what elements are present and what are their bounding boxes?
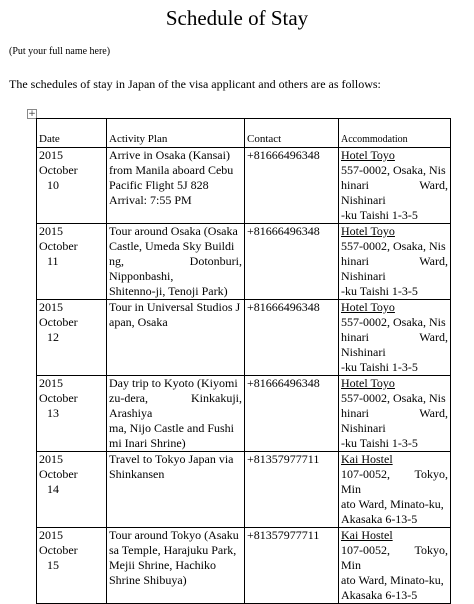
activity-line: Arrive in Osaka (Kansai) — [109, 148, 230, 162]
accommodation-address-line: -ku Taishi 1-3-5 — [341, 208, 418, 222]
page-title: Schedule of Stay — [165, 6, 309, 30]
date-day: 13 — [47, 406, 59, 420]
activity-cell — [107, 148, 245, 224]
accommodation-address-line: 107-0052, Tokyo, Min — [341, 543, 448, 572]
date-day: 15 — [47, 558, 59, 572]
accommodation-address-line: -ku Taishi 1-3-5 — [341, 284, 418, 298]
accommodation-address-line: hinari Ward, Nishinari — [341, 330, 448, 359]
activity-line: ng, Dotonburi, Nipponbashi, — [109, 254, 242, 283]
accommodation-name: Hotel Toyo — [341, 148, 395, 162]
accommodation-cell — [339, 528, 451, 604]
date-day: 14 — [47, 482, 59, 496]
date-month: 2015 October — [39, 452, 78, 481]
date-cell — [37, 528, 107, 604]
accommodation-address-line: ato Ward, Minato-ku, — [341, 497, 444, 511]
accommodation-name: Hotel Toyo — [341, 300, 395, 314]
date-cell — [37, 148, 107, 224]
accommodation-address-line: 107-0052, Tokyo, Min — [341, 467, 448, 496]
schedule-table — [36, 118, 451, 604]
date-cell — [37, 376, 107, 452]
move-cross-icon[interactable]: + — [28, 109, 36, 119]
contact-cell: +81666496348 — [245, 376, 339, 452]
activity-cell — [107, 452, 245, 528]
activity-line: Day trip to Kyoto (Kiyomi — [109, 376, 238, 390]
activity-line: sa Temple, Harajuku Park, — [109, 543, 237, 557]
intro-paragraph: The schedules of stay in Japan of the visa applicant and others are as follows: — [9, 77, 381, 91]
accommodation-address-line: Akasaka 6-13-5 — [341, 588, 418, 602]
table-row — [37, 452, 451, 528]
accommodation-address-line: ato Ward, Minato-ku, — [341, 573, 444, 587]
contact-cell: +81666496348 — [245, 224, 339, 300]
table-row — [37, 224, 451, 300]
activity-line: Shrine Shibuya) — [109, 573, 187, 587]
contact-cell: +81666496348 — [245, 148, 339, 224]
activity-line: apan, Osaka — [109, 315, 168, 329]
table-row — [37, 148, 451, 224]
activity-line: Mejii Shrine, Hachiko — [109, 558, 216, 572]
header-date: Date — [37, 119, 107, 148]
date-cell — [37, 224, 107, 300]
accommodation-address-line: -ku Taishi 1-3-5 — [341, 360, 418, 374]
activity-line: Tour around Tokyo (Asaku — [109, 528, 239, 542]
accommodation-address-line: 557-0002, Osaka, Nis — [341, 239, 446, 253]
activity-line: from Manila aboard Cebu — [109, 163, 234, 177]
activity-line: Shinkansen — [109, 467, 165, 481]
accommodation-address-line: hinari Ward, Nishinari — [341, 178, 448, 207]
table-header-row — [37, 119, 451, 148]
activity-line: ma, Nijo Castle and Fushi — [109, 421, 234, 435]
date-day: 12 — [47, 330, 59, 344]
date-month: 2015 October — [39, 376, 78, 405]
activity-line: mi Inari Shrine) — [109, 436, 186, 450]
activity-line: zu-dera, Kinkakuji, Arashiya — [109, 391, 242, 420]
accommodation-name: Kai Hostel — [341, 452, 393, 466]
date-cell — [37, 300, 107, 376]
activity-cell — [107, 376, 245, 452]
accommodation-cell — [339, 376, 451, 452]
activity-cell — [107, 300, 245, 376]
contact-cell: +81666496348 — [245, 300, 339, 376]
contact-cell: +81357977711 — [245, 528, 339, 604]
accommodation-cell — [339, 224, 451, 300]
accommodation-address-line: 557-0002, Osaka, Nis — [341, 315, 446, 329]
activity-cell — [107, 528, 245, 604]
date-day: 10 — [47, 178, 59, 192]
activity-line: Travel to Tokyo Japan via — [109, 452, 234, 466]
header-accommodation: Accommodation — [339, 119, 451, 148]
accommodation-cell — [339, 148, 451, 224]
accommodation-name: Hotel Toyo — [341, 224, 395, 238]
date-cell — [37, 452, 107, 528]
date-day: 11 — [47, 254, 59, 268]
date-month: 2015 October — [39, 300, 78, 329]
activity-line: Tour around Osaka (Osaka — [109, 224, 238, 238]
name-placeholder-text[interactable]: (Put your full name here) — [9, 46, 111, 57]
activity-line: Pacific Flight 5J 828 — [109, 178, 209, 192]
activity-line: Shitenno-ji, Tenoji Park) — [109, 284, 228, 298]
accommodation-cell — [339, 452, 451, 528]
table-row — [37, 376, 451, 452]
table-row — [37, 300, 451, 376]
accommodation-address-line: Akasaka 6-13-5 — [341, 512, 418, 526]
activity-cell — [107, 224, 245, 300]
date-month: 2015 October — [39, 528, 78, 557]
accommodation-address-line: -ku Taishi 1-3-5 — [341, 436, 418, 450]
accommodation-name: Hotel Toyo — [341, 376, 395, 390]
contact-cell: +81357977711 — [245, 452, 339, 528]
header-activity-plan: Activity Plan — [107, 119, 245, 148]
activity-line: Castle, Umeda Sky Buildi — [109, 239, 235, 253]
accommodation-cell — [339, 300, 451, 376]
accommodation-address-line: hinari Ward, Nishinari — [341, 406, 448, 435]
accommodation-address-line: 557-0002, Osaka, Nis — [341, 163, 446, 177]
date-month: 2015 October — [39, 148, 78, 177]
date-month: 2015 October — [39, 224, 78, 253]
accommodation-address-line: 557-0002, Osaka, Nis — [341, 391, 446, 405]
accommodation-name: Kai Hostel — [341, 528, 393, 542]
table-row — [37, 528, 451, 604]
accommodation-address-line: hinari Ward, Nishinari — [341, 254, 448, 283]
header-contact: Contact — [245, 119, 339, 148]
activity-line: Tour in Universal Studios J — [109, 300, 241, 314]
activity-line: Arrival: 7:55 PM — [109, 193, 192, 207]
schedule-body — [37, 148, 451, 604]
